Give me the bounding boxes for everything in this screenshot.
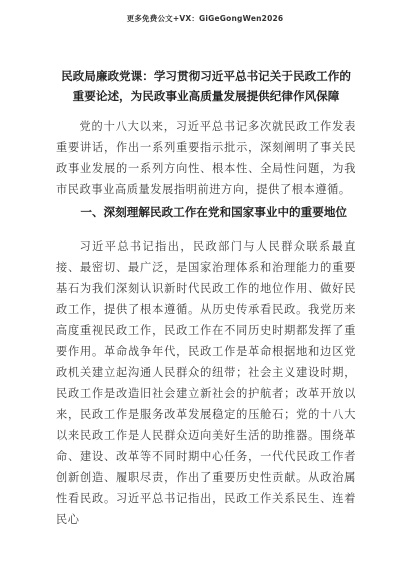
intro-paragraph: 党的十八大以来，习近平总书记多次就民政工作发表重要讲话，作出一系列重要指示批示，深刻阐明了事关民政事业发展的一系列方向性、根本性、全局性问题，为我市民政事业高质量发展指明前进方向，提供了根本遵循。 xyxy=(56,120,356,196)
section-heading: 一、深刻理解民政工作在党和国家事业中的重要地位 xyxy=(80,205,348,219)
document-title: 民政局廉政党课：学习贯彻习近平总书记关于民政工作的重要论述，为民政事业高质量发展提供纪律作风保障 xyxy=(61,69,351,103)
section-paragraph: 习近平总书记指出，民政部门与人民群众联系最直接、最密切、最广泛，是国家治理体系和治理能力的重要基石为我们深刻认识新时代民政工作的地位作用、做好民政工作，提供了根本遵循。从历史传承看民政。我党历来高度重视民政工作，民政工作在不同历史时期都发挥了重要作用。革命战争年代，民政工作是革命根据地和边区党政机关建立起沟通人民群众的纽带；社会主义建设时期，民政工作是改造旧社会建立新社会的护航者；改革开放以来，民政工作是服务改革发展稳定的压舱石；党的十八大以来民政工作是人民群众迈向美好生活的助推器。围绕革命、建设、改革等不同时期中心任务，一代代民政工作者创新创造、履职尽责，作出了重要历史性贡献。从政治属性看民政。习近平总书记指出，民政工作关系民生、连着民心 xyxy=(56,240,356,526)
header-watermark: 更多免费公文+VX：GiGeGongWen2026 xyxy=(126,14,284,23)
